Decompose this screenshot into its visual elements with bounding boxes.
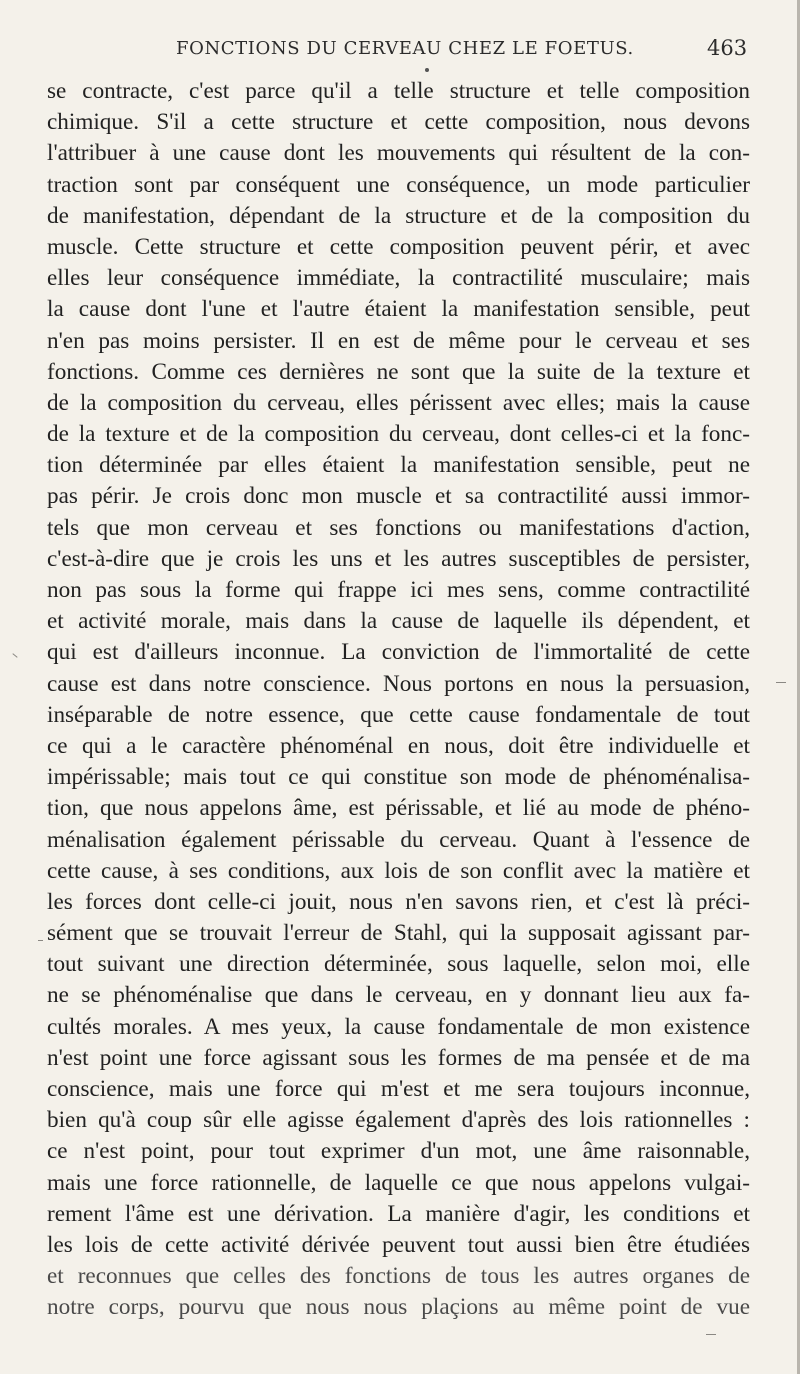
margin-mark [706,1334,716,1335]
text-line: inséparable de notre essence, que cette cause fondamentale de tout [47,701,750,728]
text-line: tion, que nous appelons âme, est périssable, et lié au mode de phéno- [47,795,750,822]
text-line: c'est-à-dire que je crois les uns et les autres susceptibles de persister, [47,545,750,572]
text-line: chimique. S'il a cette structure et cette composition, nous devons [47,109,750,136]
text-line: les lois de cette activité dérivée peuvent tout aussi bien être étudiées [47,1231,750,1258]
text-line: conscience, mais une force qui m'est et me sera toujours inconnue, [47,1076,750,1102]
text-line: notre corps, pourvu que nous nous plaçions au même point de vue [47,1294,750,1321]
text-line: et reconnues que celles des fonctions de tous les autres organes de [47,1263,750,1290]
margin-mark [38,940,43,941]
text-line: ce n'est point, pour tout exprimer d'un mot, une âme raisonnable, [47,1138,750,1165]
text-line: non pas sous la forme qui frappe ici mes sens, comme contractilité [47,577,750,603]
text-line: de manifestation, dépendant de la structure et de la composition du [47,202,750,229]
text-line: traction sont par conséquent une conséquence, un mode particulier [47,171,750,198]
text-line: tion déterminée par elles étaient la manifestation sensible, peut ne [47,452,750,479]
text-line: tout suivant une direction déterminée, sous laquelle, selon moi, elle [47,951,750,978]
text-line: rement l'âme est une dérivation. La manière d'agir, les conditions et [47,1200,750,1227]
text-line: qui est d'ailleurs inconnue. La conviction de l'immortalité de cette [47,639,750,666]
text-line: de la texture et de la composition du cerveau, dont celles-ci et la fonc- [47,421,750,448]
text-line: de la composition du cerveau, elles périssent avec elles; mais la cause [47,389,750,416]
text-line: sément que se trouvait l'erreur de Stahl, qui la supposait agissant par- [47,920,750,947]
text-line: n'en pas moins persister. Il en est de même pour le cerveau et ses [47,327,750,354]
running-title: FONCTIONS DU CERVEAU CHEZ LE FOETUS. [176,38,634,59]
margin-mark [12,653,17,658]
text-line: ce qui a le caractère phénoménal en nous, doit être individuelle et [47,732,750,759]
text-line: cause est dans notre conscience. Nous portons en nous la persuasion, [47,670,750,697]
text-line: cultés morales. A mes yeux, la cause fondamentale de mon existence [47,1013,750,1040]
running-header [0,38,800,68]
text-line: bien qu'à coup sûr elle agisse également d'après des lois rationnelles : [47,1107,750,1134]
ink-speck [425,68,429,72]
page-number: 463 [707,36,748,60]
margin-mark [776,682,786,683]
text-line: la cause dont l'une et l'autre étaient la manifestation sensible, peut [47,296,750,323]
text-line: tels que mon cerveau et ses fonctions ou manifestations d'action, [47,514,750,541]
text-line: impérissable; mais tout ce qui constitue son mode de phénoménalisa- [47,764,750,791]
text-line: mais une force rationnelle, de laquelle ce que nous appelons vulgai- [47,1169,750,1196]
text-line: ménalisation également périssable du cerveau. Quant à l'essence de [47,826,750,853]
text-line: ne se phénoménalise que dans le cerveau, en y donnant lieu aux fa- [47,982,750,1009]
text-line: fonctions. Comme ces dernières ne sont que la suite de la texture et [47,358,750,385]
text-line: se contracte, c'est parce qu'il a telle structure et telle composition [47,78,750,104]
text-line: elles leur conséquence immédiate, la contractilité musculaire; mais [47,265,750,292]
text-line: cette cause, à ses conditions, aux lois de son conflit avec la matière et [47,857,750,884]
text-line: les forces dont celle-ci jouit, nous n'en savons rien, et c'est là préci- [47,888,750,915]
body-text [47,76,750,1324]
text-line: muscle. Cette structure et cette composition peuvent périr, et avec [47,233,750,260]
text-line: l'attribuer à une cause dont les mouvements qui résultent de la con- [47,140,750,167]
text-line: n'est point une force agissant sous les formes de ma pensée et de ma [47,1044,750,1071]
text-line: et activité morale, mais dans la cause de laquelle ils dépendent, et [47,608,750,635]
text-line: pas périr. Je crois donc mon muscle et sa contractilité aussi immor- [47,483,750,510]
